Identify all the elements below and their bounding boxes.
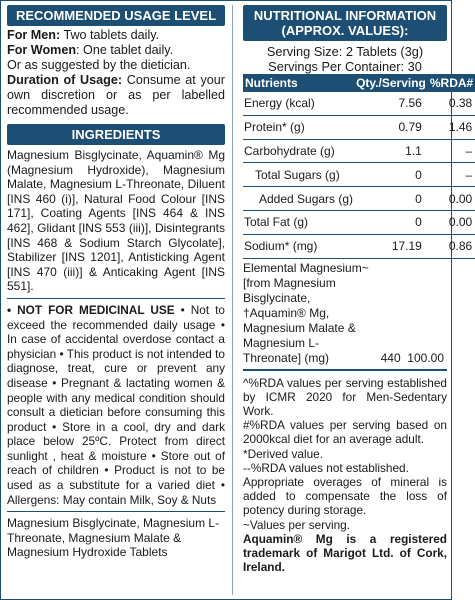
elemental-text: Elemental Magnesium~ [from Magnesium Bisglycinate, †Aquamin® Mg, Magnesium Malate & Magnesium L-Threonate] (mg) xyxy=(243,260,369,365)
right-column xyxy=(243,5,474,595)
column-header: Nutrients xyxy=(243,74,354,92)
nutrient-rda: 0.86 xyxy=(428,234,475,258)
dietician-note: Or as suggested by the dietician. xyxy=(7,58,191,72)
table-row xyxy=(243,139,475,163)
divider xyxy=(7,511,225,512)
nutrient-name: Added Sugars (g) xyxy=(243,187,354,211)
footnote: --%RDA values not established. xyxy=(243,460,409,475)
column-header: %RDA# xyxy=(429,76,474,90)
servings-per-container: Servings Per Container: 30 xyxy=(268,59,422,74)
nutrient-rda: 0.38 xyxy=(428,92,475,115)
nutrition-heading: NUTRITIONAL INFORMATION (APPROX. VALUES): xyxy=(243,5,447,41)
nutrient-rda: 0.00 xyxy=(428,210,475,234)
divider xyxy=(7,298,225,299)
nutrition-table xyxy=(243,74,475,259)
nutrient-rda: 1.46 xyxy=(428,115,475,139)
footnote: *Derived value. xyxy=(243,446,323,461)
nutrient-name: Protein* (g) xyxy=(243,115,354,139)
footnote: ^%RDA values per serving established by ICMR 2020 for Men-Sedentary Work. xyxy=(243,375,447,418)
nutrient-name: Sodium* (mg) xyxy=(243,234,354,258)
table-row xyxy=(243,210,475,234)
nutrient-qty: 0 xyxy=(354,163,428,187)
table-row xyxy=(243,115,475,139)
nutrient-qty: 0 xyxy=(354,210,428,234)
nutrient-qty: 17.19 xyxy=(354,234,428,258)
column-header: Qty./Serving xyxy=(356,76,426,90)
table-header-row xyxy=(243,74,475,92)
product-formula: Magnesium Bisglycinate, Magnesium L-Threonate, Magnesium Malate & Magnesium Hydroxide Tablets xyxy=(7,516,220,560)
nutrient-name: Total Sugars (g) xyxy=(243,163,354,187)
table-row xyxy=(243,187,475,211)
elemental-values xyxy=(381,351,444,366)
usage-section xyxy=(7,28,225,118)
footnote: ~Values per serving. xyxy=(243,517,350,532)
serving-size: Serving Size: 2 Tablets (3g) xyxy=(266,44,424,59)
duration-usage: Duration of Usage: Consume at your own discretion or as per labelled recommended usage. xyxy=(7,73,225,117)
usage-heading: RECOMMENDED USAGE LEVEL xyxy=(7,5,225,26)
footnotes xyxy=(243,376,447,575)
elemental-magnesium-row xyxy=(243,259,447,371)
footnote: #%RDA values per serving based on 2000kcal diet for an average adult. xyxy=(243,418,447,447)
nutrient-qty: 0 xyxy=(354,187,428,211)
column-divider xyxy=(232,5,233,595)
elemental-qty: 440 xyxy=(380,350,401,365)
ingredients-text: Magnesium Bisglycinate, Aquamin® Mg (Magnesium Hydroxide), Magnesium Malate, Magnesium L-Threonate, Diluent [INS 460 (i)], Natural Food Colour [INS 171], Coating Agents [INS 464 & INS 462], Glidant [INS 553 (iii)], Disintegrants [INS 468 & Sodium Starch Glycolate], Stabilizer [INS 1201], Antisticking Agent [INS 470 (iii)] & Anticaking Agent [INS 551]. xyxy=(7,148,225,294)
table-row xyxy=(243,163,475,187)
nutrient-rda: 0.00 xyxy=(428,187,475,211)
trademark-note: Aquamin® Mg is a registered trademark of Marigot Ltd. of Cork, Ireland. xyxy=(243,531,447,575)
nutrient-qty: 0.79 xyxy=(354,115,428,139)
elemental-rda: 100.00 xyxy=(407,350,444,365)
warnings-text: • NOT FOR MEDICINAL USE • Not to exceed the recommended daily usage • In case of accidental overdose contact a physician • This product is not intended to diagnose, treat, cure or prevent any disease • Pregnant & lactating women & people with any medical condition should consult a dietician before consuming this product • Store in a cool, dry and dark place below 25ºC. Protect from direct sunlight , heat & moisture • Store out of reach of children • Product is not to be used as a substitute for a varied diet • Allergens: May contain Milk, Soy & Nuts xyxy=(7,302,225,507)
nutrient-name: Carbohydrate (g) xyxy=(243,139,354,163)
nutrient-qty: 7.56 xyxy=(354,92,428,115)
ingredients-heading: INGREDIENTS xyxy=(7,124,225,145)
women-usage: For Women: One tablet daily. xyxy=(7,43,174,57)
nutrient-rda: – xyxy=(428,163,475,187)
footnote: Appropriate overages of mineral is added to compensate the loss of potency during storage. xyxy=(243,475,447,518)
table-row xyxy=(243,92,475,115)
nutrient-name: Total Fat (g) xyxy=(243,210,354,234)
nutrient-rda: – xyxy=(428,139,475,163)
left-column xyxy=(7,5,225,595)
nutrient-qty: 1.1 xyxy=(354,139,428,163)
nutrient-name: Energy (kcal) xyxy=(243,92,354,115)
men-usage: For Men: Two tablets daily. xyxy=(7,28,160,42)
table-row xyxy=(243,234,475,258)
